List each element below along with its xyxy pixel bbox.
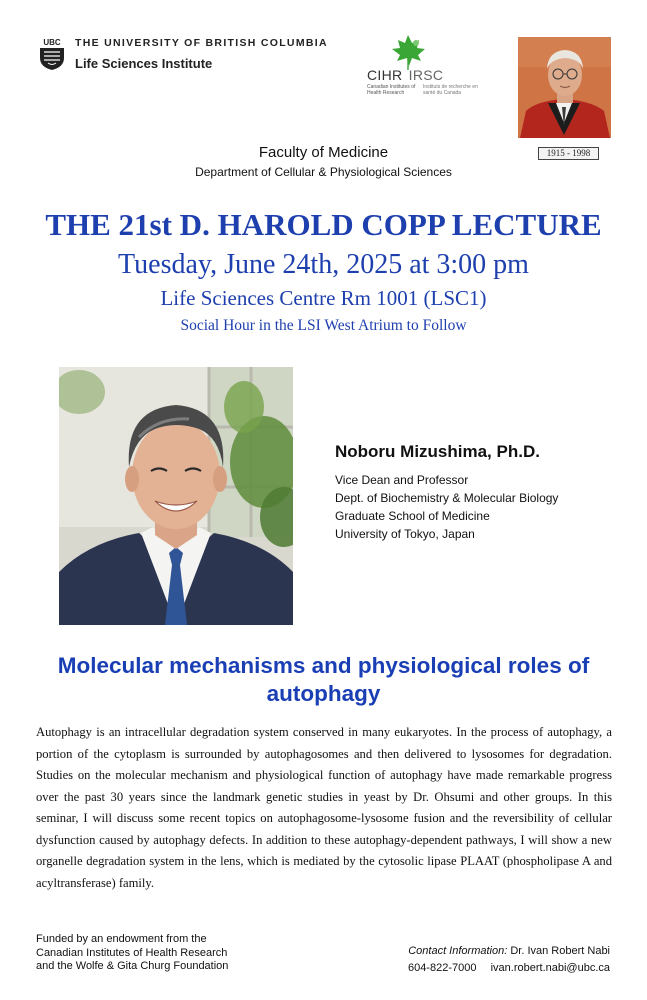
talk-title: Molecular mechanisms and physiological roles of autophagy <box>57 653 590 706</box>
funding-line: Funded by an endowment from the <box>36 933 207 945</box>
funding-note <box>36 933 228 974</box>
ubc-crest-icon <box>38 37 66 71</box>
copp-portrait <box>518 37 611 138</box>
copp-portrait-image <box>518 37 611 138</box>
contact-name: Dr. Ivan Robert Nabi <box>510 945 610 957</box>
institute-name: Life Sciences Institute <box>75 56 213 71</box>
speaker-name: Noboru Mizushima, Ph.D. <box>335 442 540 461</box>
cihr-wordmark <box>367 67 443 83</box>
irsc-acronym: IRSC <box>408 67 444 83</box>
talk-abstract: Autophagy is an intracellular degradation system conserved in many eukaryotes. In the process of autophagy, a portion of the cytoplasm is surrounded by autophagosomes and then delivered to lysosomes for degradation. Studies on the molecular mechanism and physiological function of autophagy have made remarkable progress over the past 30 years since the landmark genetic studies in yeast by Dr. Ohsumi and other groups. In this seminar, I will discuss some recent topics on autophagosome-lysosome fusion and the reversibility of cellular dysfunction caused by autophagy defects. In addition to these autophagy-dependent pathways, I will show a new organelle degradation system in the lens, which is mediated by the cytosolic lipase PLAAT (phospholipase A and acyltransferase) family. <box>36 725 612 890</box>
funding-line: Canadian Institutes of Health Research <box>36 946 228 959</box>
cihr-full-name-fr: Instituts de recherche en santé du Canada <box>423 84 478 96</box>
speaker-department-line: Dept. of Biochemistry & Molecular Biology <box>335 491 559 505</box>
speaker-photo <box>59 367 293 625</box>
faculty-name: Faculty of Medicine <box>258 144 389 161</box>
speaker-photo-image <box>59 367 293 625</box>
ubc-logo-text: UBC <box>43 38 61 47</box>
university-name: THE UNIVERSITY OF BRITISH COLUMBIA <box>75 37 328 49</box>
contact-phone: 604-822-7000 <box>407 962 477 974</box>
lecture-date: Tuesday, June 24th, 2025 at 3:00 pm <box>118 249 529 280</box>
speaker-title-line: Vice Dean and Professor <box>335 473 469 487</box>
lecture-location: Life Sciences Centre Rm 1001 (LSC1) <box>160 286 487 310</box>
cihr-full-name-en: Canadian Institutes of Health Research <box>367 84 416 96</box>
speaker-school-line: Graduate School of Medicine <box>335 509 490 523</box>
cihr-leaf-icon <box>386 33 430 71</box>
department-name: Department of Cellular & Physiological Sciences <box>195 165 452 179</box>
lecture-social-hour: Social Hour in the LSI West Atrium to Follow <box>180 317 467 334</box>
contact-email[interactable]: ivan.robert.nabi@ubc.ca <box>490 962 610 974</box>
contact-label: Contact Information: <box>408 945 508 957</box>
funding-line: and the Wolfe & Gita Churg Foundation <box>36 960 229 972</box>
speaker-university-line: University of Tokyo, Japan <box>335 527 475 541</box>
lecture-title: THE 21st D. HAROLD COPP LECTURE <box>45 207 602 242</box>
contact-information <box>408 943 610 977</box>
portrait-years-label: 1915 - 1998 <box>538 147 599 160</box>
cihr-acronym: CIHR <box>367 67 403 83</box>
